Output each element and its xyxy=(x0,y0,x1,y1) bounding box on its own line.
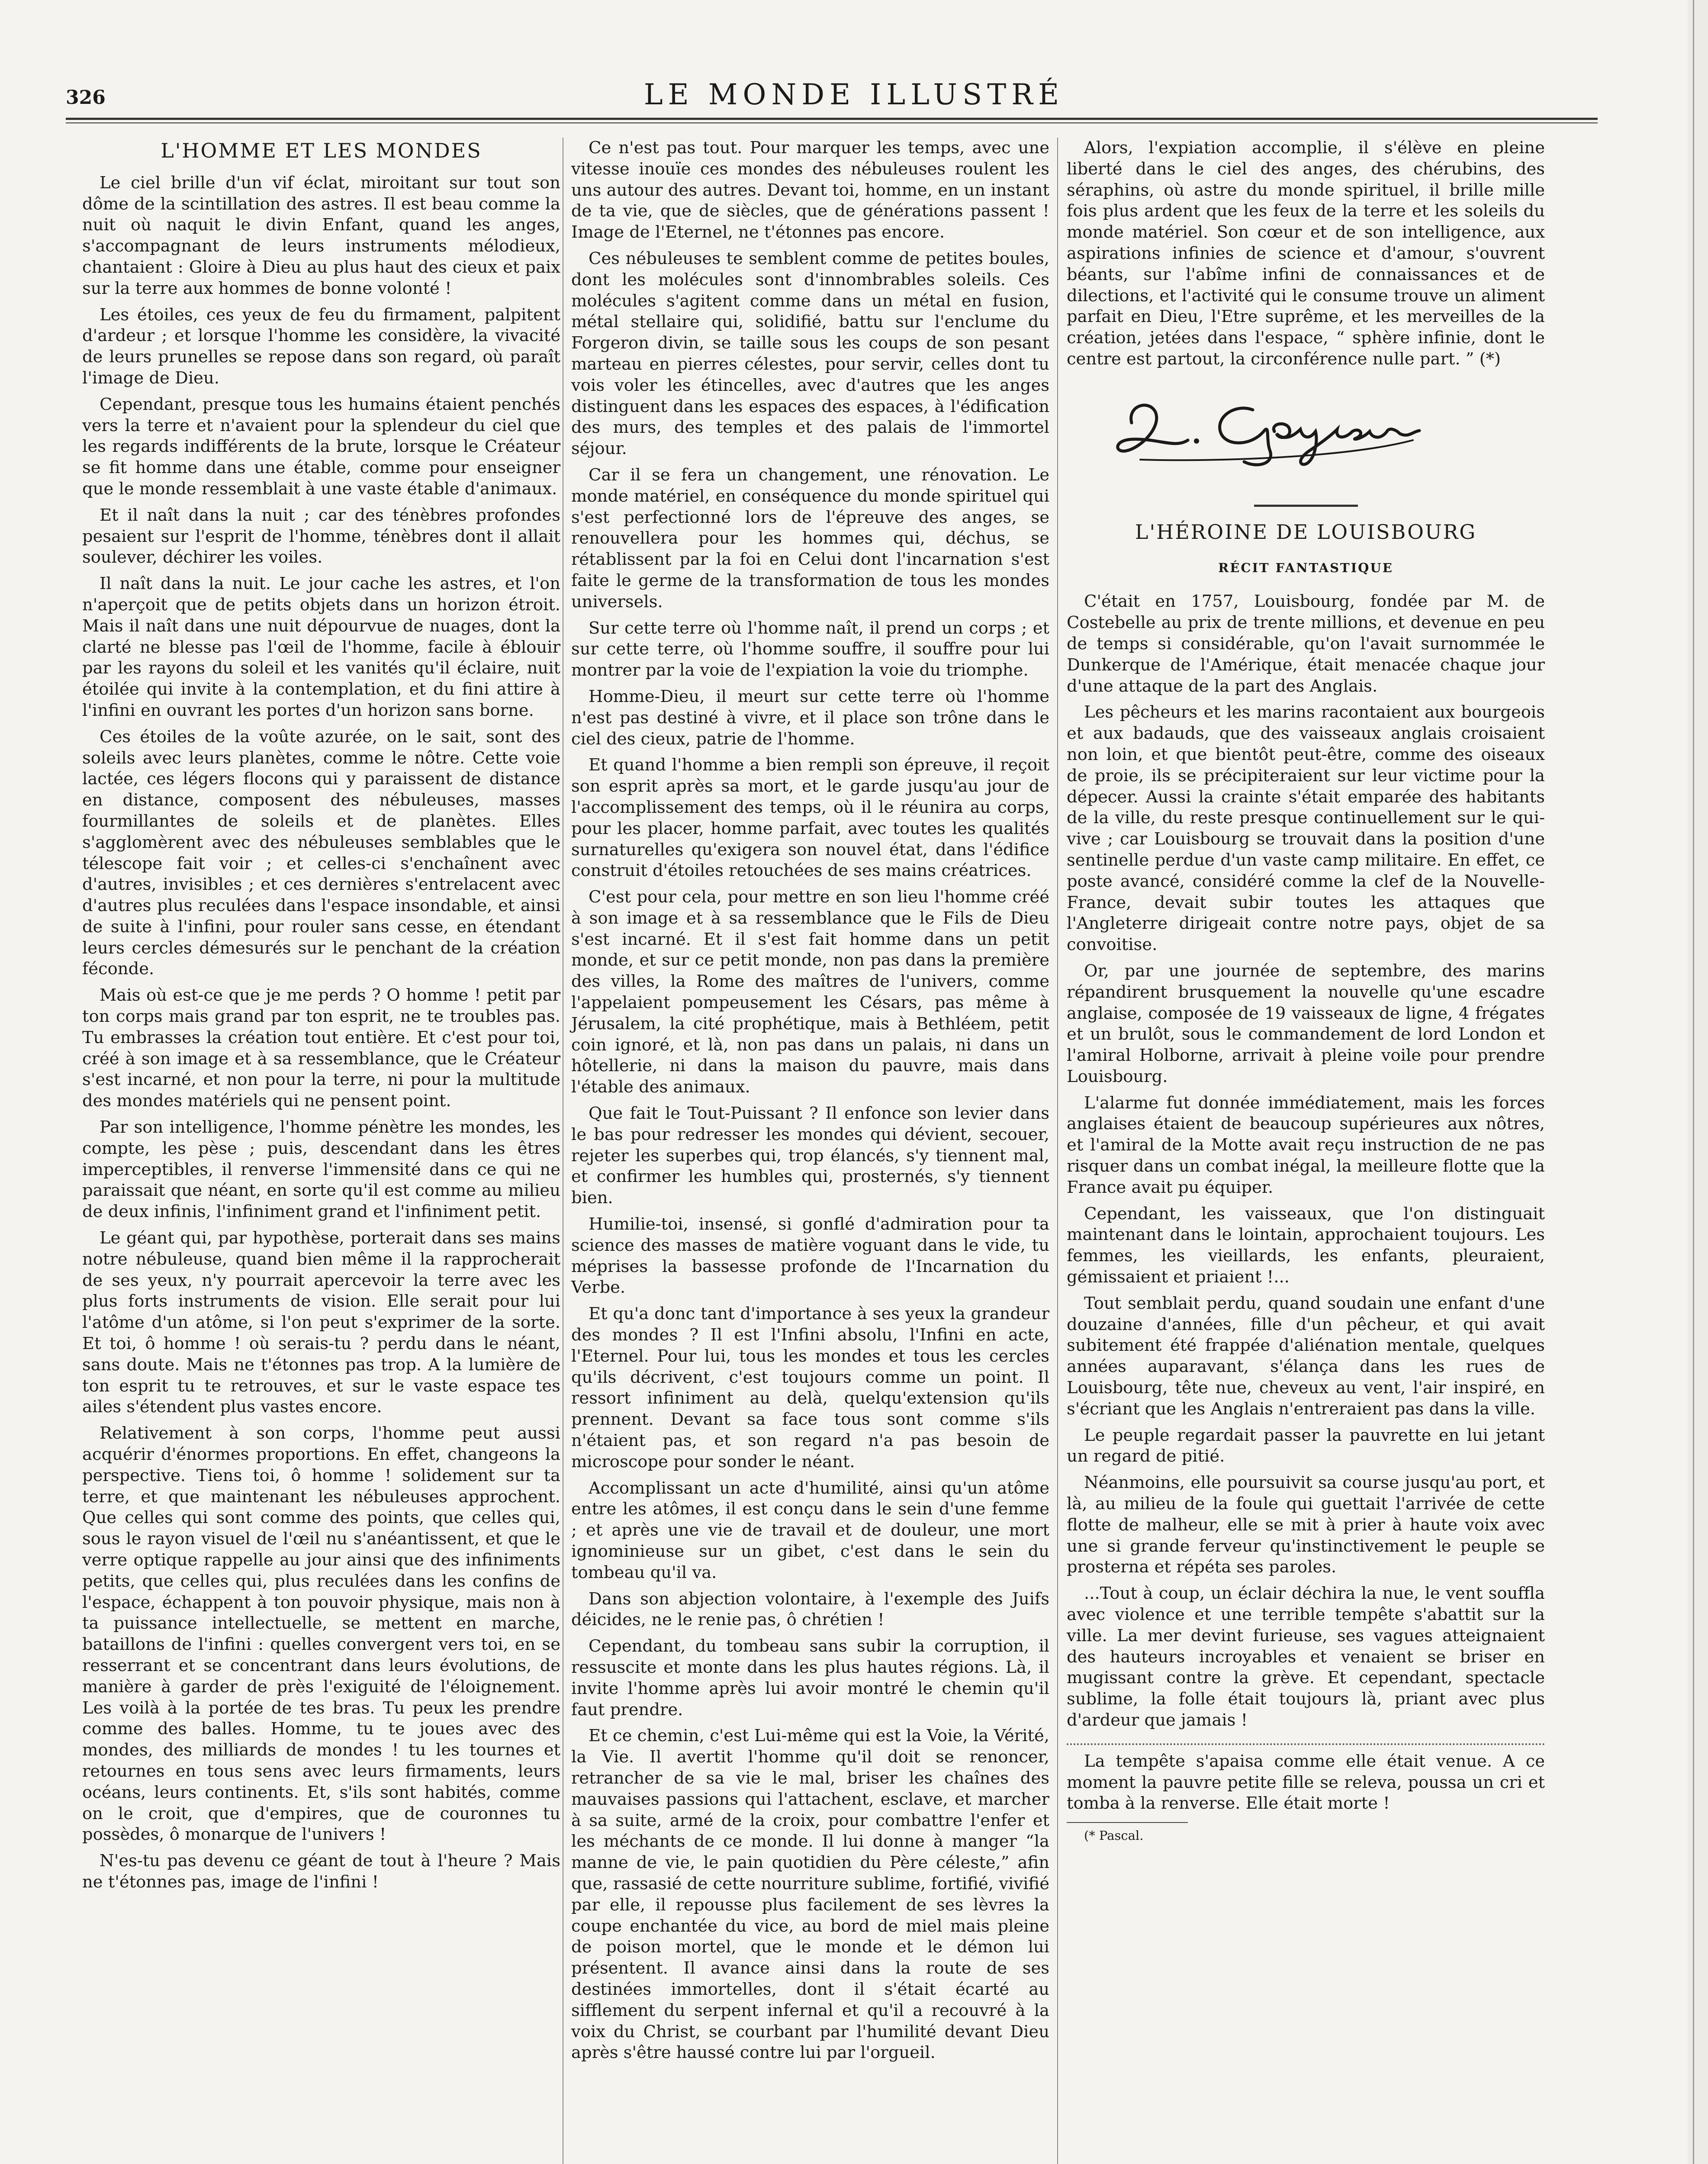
paragraph: Tout semblait perdu, quand soudain une enfant d'une douzaine d'années, fille d'un pêcheur, et qui avait subitement été frappée d'aliénation mentale, quelques années auparavant, s'élança dans les rues de Louisbourg, tête nue, cheveux au vent, l'air inspiré, en s'écriant que les Anglais n'entreraient pas dans la ville. xyxy=(1067,1293,1545,1419)
paragraph: Or, par une journée de septembre, des marins répandirent brusquement la nouvelle qu'une escadre anglaise, composée de 19 vaisseaux de ligne, 4 frégates et un brulôt, sous le commandement de lord London et l'amiral Holborne, arrivait à pleine voile pour prendre Louisbourg. xyxy=(1067,961,1545,1086)
article-separator xyxy=(1254,505,1358,507)
paragraph: Car il se fera un changement, une rénovation. Le monde matériel, en conséquence du monde spirituel qui s'est perfectionné lors de l'épreuve des anges, se renouvellera pour les hommes qui, déchus, se rétablissent par la foi en Celui dont l'incarnation s'est faite le germe de la transformation de tous les mondes universels. xyxy=(571,465,1049,612)
paragraph: N'es-tu pas devenu ce géant de tout à l'heure ? Mais ne t'étonnes pas, image de l'infini ! xyxy=(82,1851,560,1892)
header-rule xyxy=(66,118,1598,123)
paragraph: La tempête s'apaisa comme elle était venue. A ce moment la pauvre petite fille se releva, poussa un cri et tomba à la renverse. Elle était morte ! xyxy=(1067,1751,1545,1813)
paragraph: C'était en 1757, Louisbourg, fondée par M. de Costebelle au prix de trente millions, et devenue en peu de temps si considérable, qu'on l'avait surnommée le Dunkerque de l'Amérique, était menacée chaque jour d'une attaque de la part des Anglais. xyxy=(1067,592,1545,696)
article-title: L'HOMME ET LES MONDES xyxy=(161,139,482,162)
column-middle xyxy=(571,138,1049,2164)
paragraph: Le géant qui, par hypothèse, porterait dans ses mains notre nébuleuse, quand bien même il la rapprocherait de ses yeux, n'y pourrait apercevoir la terre avec les plus forts instruments de vision. Elle serait pour lui l'atôme d'un atôme, si l'on peut s'exprimer de la sorte. Et toi, ô homme ! où serais-tu ? perdu dans le néant, sans doute. Mais ne t'étonnes pas trop. A la lumière de ton esprit tu te retrouves, et sur le vaste espace tes ailes s'étendent plus vastes encore. xyxy=(82,1228,560,1417)
footnote: (* Pascal. xyxy=(1084,1828,1144,1843)
paragraph: Sur cette terre où l'homme naît, il prend un corps ; et sur cette terre, où l'homme souffre, il souffre pour lui montrer par la voie de l'expiation la voie du triomphe. xyxy=(571,618,1049,680)
column-right xyxy=(1067,138,1545,2164)
paragraph: Cependant, presque tous les humains étaient penchés vers la terre et n'avaient pour la splendeur du ciel que les regards indifférents de la brute, lorsque le Créateur se fit homme dans une étable, comme pour enseigner que le monde ressemblait à une vaste étable d'animaux. xyxy=(82,394,560,499)
paragraph: Dans son abjection volontaire, à l'exemple des Juifs déicides, ne le renie pas, ô chrétien ! xyxy=(571,1589,1049,1630)
page-number: 326 xyxy=(66,87,106,109)
paragraph: Néanmoins, elle poursuivit sa course jusqu'au port, et là, au milieu de la foule qui guettait l'arrivée de cette flotte de malheur, elle se mit à prier à haute voix avec une si grande ferveur qu'instinctivement le peuple se prosterna et répéta ses paroles. xyxy=(1067,1473,1545,1577)
paragraph: Et quand l'homme a bien rempli son épreuve, il reçoit son esprit après sa mort, et le garde jusqu'au jour de l'accomplissement des temps, où il le réunira au corps, pour les placer, homme parfait, avec toutes les qualités surnaturelles qu'exigera son nouvel état, dans l'édifice construit d'étoiles retouchées de ses mains créatrices. xyxy=(571,755,1049,881)
column-divider xyxy=(1057,138,1058,2164)
paragraph: Alors, l'expiation accomplie, il s'élève en pleine liberté dans le ciel des anges, des chérubins, des séraphins, où astre du monde spirituel, il brille mille fois plus ardent que les feux de la terre et les soleils du monde matériel. Son cœur et de son intelligence, aux aspirations infinies de science et d'amour, s'ouvrent béants, sur l'abîme infini de connaissances et de dilections, et l'activité qui le consume trouve un aliment parfait en Dieu, l'Etre suprême, et les merveilles de la création, jetées dans l'espace, “ sphère infinie, dont le centre est partout, la circonférence nulle part. ” (*) xyxy=(1067,138,1545,369)
paragraph: Les étoiles, ces yeux de feu du firmament, palpitent d'ardeur ; et lorsque l'homme les considère, la vivacité de leurs prunelles se repose dans son regard, où paraît l'image de Dieu. xyxy=(82,305,560,388)
paragraph: Cependant, les vaisseaux, que l'on distinguait maintenant dans le lointain, approchaient toujours. Les femmes, les vieillards, les enfants, pleuraient, gémissaient et priaient !... xyxy=(1067,1204,1545,1287)
paragraph: Par son intelligence, l'homme pénètre les mondes, les compte, les pèse ; puis, descendant dans les êtres imperceptibles, il renverse l'immensité dans ce qui ne paraissait que néant, en sorte qu'il est comme au milieu de deux infinis, l'infiniment grand et l'infiniment petit. xyxy=(82,1117,560,1222)
paragraph: Le peuple regardait passer la pauvrette en lui jetant un regard de pitié. xyxy=(1067,1425,1545,1466)
paragraph: Les pêcheurs et les marins racontaient aux bourgeois et aux badauds, que des vaisseaux anglais croisaient non loin, et que bientôt peut-être, comme des oiseaux de proie, ils se précipiteraient sur leur victime pour la dépecer. Aussi la crainte s'était emparée des habitants de la ville, du reste presque continuellement sur le qui-vive ; car Louisbourg se trouvait dans la position d'une sentinelle perdue d'un vaste camp militaire. En effet, ce poste avancé, considéré comme la clef de la Nouvelle-France, devait subir toutes les attaques que l'Angleterre dirigeait contre notre pays, objet de sa convoitise. xyxy=(1067,702,1545,955)
paragraph: Et ce chemin, c'est Lui-même qui est la Voie, la Vérité, la Vie. Il avertit l'homme qu'il doit se renoncer, retrancher de sa vie le mal, briser les chaînes des mauvaises passions qui l'attachent, esclave, et marcher à sa suite, armé de la croix, pour combattre l'enfer et les méchants de ce monde. Il lui donne à manger “la manne de vie, le pain quotidien du Père céleste,” afin que, rassasié de cette nourriture sublime, fortifié, vivifié par elle, il repousse plus facilement de ses lèvres la coupe enchantée du vice, au bord de miel mais pleine de poison mortel, que le monde et le démon lui présentent. Il avance ainsi dans la route de ses destinées immortelles, dont il s'était écarté au sifflement du serpent infernal et qu'il a recouvré à la voix du Christ, se courbant par l'humilité devant Dieu après s'être haussé contre lui par l'orgueil. xyxy=(571,1726,1049,2063)
page-edge xyxy=(1688,0,1708,2164)
page-edge-line xyxy=(1693,0,1694,2164)
paragraph: Il naît dans la nuit. Le jour cache les astres, et l'on n'aperçoit que de petits objets dans un horizon étroit. Mais il naît dans une nuit dépourvue de nuages, dont la clarté ne blesse pas l'œil de l'homme, facile à éblouir par les rayons du soleil et les vanités qu'il éclaire, nuit étoilée qui invite à la contemplation, et du fini attire à l'infini en ouvrant les portes d'un horizon sans borne. xyxy=(82,574,560,720)
paragraph: Que fait le Tout-Puissant ? Il enfonce son levier dans le bas pour redresser les mondes qui dévient, secouer, rejeter les superbes qui, trop élancés, s'y tiennent mal, et confirmer les humbles qui, prosternés, s'y tiennent bien. xyxy=(571,1104,1049,1208)
paragraph: Humilie-toi, insensé, si gonflé d'admiration pour ta science des masses de matière voguant dans le vide, tu méprises la bassesse profonde de l'Incarnation du Verbe. xyxy=(571,1214,1049,1298)
paragraph: Et qu'a donc tant d'importance à ses yeux la grandeur des mondes ? Il est l'Infini absolu, l'Infini en acte, l'Eternel. Pour lui, tous les mondes et tous les cercles qu'ils décrivent, c'est toujours comme un point. Il ressort infiniment au delà, quelqu'extension qu'ils prennent. Devant sa face tous sont comme s'ils n'étaient pas, et son regard n'a pas besoin de microscope pour sonder le néant. xyxy=(571,1304,1049,1472)
paragraph: Homme-Dieu, il meurt sur cette terre où l'homme n'est pas destiné à vivre, et il place son trône dans le ciel des cieux, patrie de l'homme. xyxy=(571,686,1049,749)
paragraph: Relativement à son corps, l'homme peut aussi acquérir d'énormes proportions. En effet, changeons la perspective. Tiens toi, ô homme ! solidement sur ta terre, et que maintenant les nébuleuses approchent. Que celles qui sont comme des points, que celles qui, sous le rayon visuel de l'œil nu s'anéantissent, et que le verre optique rappelle au jour ainsi que des infiniments petits, que celles qui, plus reculées dans les confins de l'espace, échappent à ton pouvoir physique, mais non à ta puissance intellectuelle, se mettent en marche, bataillons de l'infini : quelles convergent vers toi, en se resserrant et se concentrant dans leurs évolutions, de manière à garder de près l'exiguité de l'éloignement. Les voilà à la portée de tes bras. Tu peux les prendre comme des balles. Homme, tu te joues avec des mondes, des milliards de mondes ! tu les tournes et retournes en tous sens avec leurs firmaments, leurs océans, leurs continents. Et, s'ils sont habités, comme on le croit, que d'empires, que de couronnes tu possèdes, ô monarque de l'univers ! xyxy=(82,1423,560,1845)
article-subtitle: RÉCIT FANTASTIQUE xyxy=(1218,560,1393,575)
paragraph: Et il naît dans la nuit ; car des ténèbres profondes pesaient sur l'esprit de l'homme, ténèbres dont il allait soulever, déchirer les voiles. xyxy=(82,505,560,567)
paragraph: Cependant, du tombeau sans subir la corruption, il ressuscite et monte dans les plus hautes régions. Là, il invite l'homme après lui avoir montré le chemin qu'il faut prendre. xyxy=(571,1636,1049,1720)
paragraph: L'alarme fut donnée immédiatement, mais les forces anglaises étaient de beaucoup supérieures aux nôtres, et l'amiral de la Motte avait reçu instruction de ne pas risquer dans un combat inégal, la meilleure flotte que la France avait pu équiper. xyxy=(1067,1093,1545,1197)
column-left xyxy=(82,138,560,2164)
paragraph: Ces étoiles de la voûte azurée, on le sait, sont des soleils avec leurs planètes, comme le nôtre. Cette voie lactée, ces légers flocons qui y paraissent de distance en distance, composent des nébuleuses, masses fourmillantes de soleils et de planètes. Elles s'agglomèrent avec des nébuleuses semblables que le télescope fait voir ; et celles-ci s'enchaînent avec d'autres, invisibles ; et ces dernières s'entrelacent avec d'autres plus reculées dans l'espace insondable, et ainsi de suite à l'infini, pour rouler sans cesse, en étendant leurs cercles démesurés sur le penchant de la création féconde. xyxy=(82,727,560,979)
paragraph: ...Tout à coup, un éclair déchira la nue, le vent souffla avec violence et une terrible tempête s'abattit sur la ville. La mer devint furieuse, ses vagues atteignaient des hauteurs incroyables et venaient se briser en mugissant contre la grève. Et cependant, spectacle sublime, la folle était toujours là, priant avec plus d'ardeur que jamais ! xyxy=(1067,1584,1545,1730)
footnote-rule xyxy=(1067,1822,1188,1823)
signature-handwriting xyxy=(1067,375,1545,477)
signature xyxy=(1067,375,1545,477)
paragraph: Ce n'est pas tout. Pour marquer les temps, avec une vitesse inouïe ces mondes des nébuleuses roulent les uns autour des autres. Devant toi, homme, en un instant de ta vie, que de siècles, que de générations passent ! Image de l'Eternel, ne t'étonnes pas encore. xyxy=(571,138,1049,242)
journal-title: LE MONDE ILLUSTRÉ xyxy=(643,78,1065,111)
paragraph: C'est pour cela, pour mettre en son lieu l'homme créé à son image et à sa ressemblance que le Fils de Dieu s'est incarné. Et il s'est fait homme dans un petit monde, et sur ce petit monde, non pas dans la première des villes, la Rome des maîtres de l'univers, comme l'appelaient pompeusement les Césars, pas même à Jérusalem, la cité prophétique, mais à Bethléem, petit coin ignoré, et là, non pas dans un palais, ni dans un hôtellerie, ni dans la maison du pauvre, mais dans l'étable des animaux. xyxy=(571,887,1049,1097)
paragraph: Le ciel brille d'un vif éclat, miroitant sur tout son dôme de la scintillation des astres. Il est beau comme la nuit où naquit le divin Enfant, quand les anges, s'accompagnant de leurs instruments mélodieux, chantaient : Gloire à Dieu au plus haut des cieux et paix sur la terre aux hommes de bonne volonté ! xyxy=(82,173,560,298)
paragraph: Mais où est-ce que je me perds ? O homme ! petit par ton corps mais grand par ton esprit, ne te troubles pas. Tu embrasses la création tout entière. Et c'est pour toi, créé à son image et à sa ressemblance, que le Créateur s'est incarné, et non pour la terre, ni pour la multitude des mondes matériels qui ne pensent point. xyxy=(82,985,560,1111)
article-title: L'HÉROINE DE LOUISBOURG xyxy=(1135,520,1477,544)
paragraph: Ces nébuleuses te semblent comme de petites boules, dont les molécules sont d'innombrables soleils. Ces molécules s'agitent comme dans un métal en fusion, métal stellaire qui, solidifié, battu sur l'enclume du Forgeron divin, se taille sous les coups de son pesant marteau en pierres célestes, pour servir, celles dont tu vois voler les étincelles, avec d'autres que les anges distinguent dans les espaces des espaces, à l'édification des murs, des temples et des palais de l'immortel séjour. xyxy=(571,248,1049,459)
paragraph: Accomplissant un acte d'humilité, ainsi qu'un atôme entre les atômes, il est conçu dans le sein d'une femme ; et après une vie de travail et de douleur, une mort ignominieuse sur un gibet, c'est dans le sein du tombeau qu'il va. xyxy=(571,1478,1049,1582)
dotted-separator xyxy=(1067,1743,1545,1745)
